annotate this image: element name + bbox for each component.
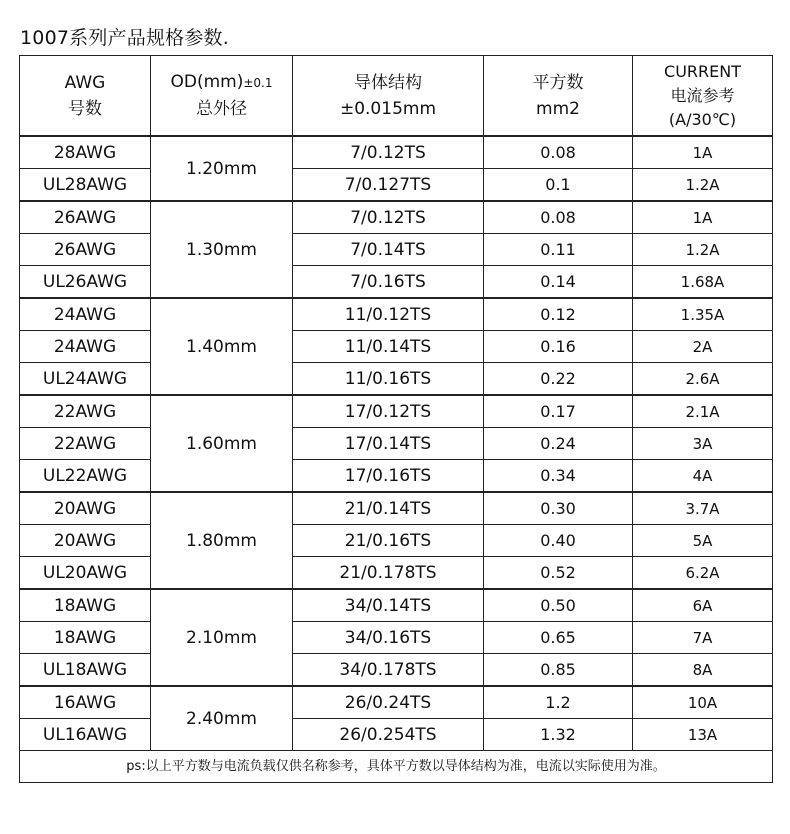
area-cell: 0.50 <box>484 589 633 622</box>
header-structure <box>293 56 484 137</box>
header-awg-line2: 号数 <box>68 98 102 119</box>
table-row <box>20 201 773 234</box>
awg-cell: UL16AWG <box>20 719 151 751</box>
awg-cell: UL28AWG <box>20 169 151 202</box>
table-row <box>20 589 773 622</box>
current-cell: 1.2A <box>633 169 773 202</box>
header-row <box>20 56 773 137</box>
header-od-line1 <box>151 69 292 96</box>
table-row <box>20 234 773 266</box>
area-cell: 0.34 <box>484 460 633 493</box>
table-row <box>20 428 773 460</box>
area-cell: 1.32 <box>484 719 633 751</box>
current-cell: 1.68A <box>633 266 773 299</box>
awg-cell: 24AWG <box>20 331 151 363</box>
area-cell: 0.52 <box>484 557 633 590</box>
area-cell: 0.14 <box>484 266 633 299</box>
area-cell: 0.17 <box>484 395 633 428</box>
header-awg-line1: AWG <box>64 72 106 93</box>
footnote: ps:以上平方数与电流负载仅供名称参考，具体平方数以导体结构为准，电流以实际使用为准。 <box>20 751 773 783</box>
area-cell: 0.24 <box>484 428 633 460</box>
od-cell: 1.60mm <box>151 395 293 492</box>
current-cell: 10A <box>633 686 773 719</box>
structure-cell: 17/0.16TS <box>293 460 484 493</box>
current-cell: 1.2A <box>633 234 773 266</box>
od-cell: 2.40mm <box>151 686 293 751</box>
structure-cell: 21/0.14TS <box>293 492 484 525</box>
page-title: 1007系列产品规格参数. <box>20 27 229 49</box>
current-cell: 4A <box>633 460 773 493</box>
awg-cell: 20AWG <box>20 492 151 525</box>
table-row <box>20 395 773 428</box>
current-cell: 1A <box>633 201 773 234</box>
od-cell: 2.10mm <box>151 589 293 686</box>
header-area <box>484 56 633 137</box>
spec-table <box>19 55 773 783</box>
table-row <box>20 525 773 557</box>
table-row <box>20 719 773 751</box>
current-cell: 2.6A <box>633 363 773 396</box>
area-cell: 0.12 <box>484 298 633 331</box>
current-cell: 2.1A <box>633 395 773 428</box>
header-od-line2: 总外径 <box>196 99 247 119</box>
table-row <box>20 169 773 202</box>
awg-cell: 22AWG <box>20 428 151 460</box>
table-row <box>20 136 773 169</box>
area-cell: 1.2 <box>484 686 633 719</box>
current-cell: 3.7A <box>633 492 773 525</box>
area-cell: 0.65 <box>484 622 633 654</box>
awg-cell: 18AWG <box>20 622 151 654</box>
structure-cell: 26/0.254TS <box>293 719 484 751</box>
area-cell: 0.40 <box>484 525 633 557</box>
table-row <box>20 492 773 525</box>
structure-cell: 7/0.127TS <box>293 169 484 202</box>
structure-cell: 7/0.16TS <box>293 266 484 299</box>
current-cell: 1A <box>633 136 773 169</box>
current-cell: 6A <box>633 589 773 622</box>
header-structure-line1: 导体结构 <box>354 72 422 93</box>
header-od-label: OD(mm) <box>170 72 244 92</box>
table-row <box>20 298 773 331</box>
awg-cell: UL18AWG <box>20 654 151 687</box>
structure-cell: 34/0.14TS <box>293 589 484 622</box>
current-cell: 3A <box>633 428 773 460</box>
structure-cell: 17/0.14TS <box>293 428 484 460</box>
area-cell: 0.85 <box>484 654 633 687</box>
table-row <box>20 363 773 396</box>
awg-cell: UL26AWG <box>20 266 151 299</box>
structure-cell: 34/0.16TS <box>293 622 484 654</box>
awg-cell: 26AWG <box>20 201 151 234</box>
current-cell: 1.35A <box>633 298 773 331</box>
current-cell: 2A <box>633 331 773 363</box>
current-cell: 8A <box>633 654 773 687</box>
current-cell: 5A <box>633 525 773 557</box>
current-cell: 7A <box>633 622 773 654</box>
table-row <box>20 331 773 363</box>
area-cell: 0.30 <box>484 492 633 525</box>
table-row <box>20 622 773 654</box>
awg-cell: 18AWG <box>20 589 151 622</box>
header-structure-line2: ±0.015mm <box>339 98 437 119</box>
table-row <box>20 266 773 299</box>
area-cell: 0.22 <box>484 363 633 396</box>
awg-cell: 20AWG <box>20 525 151 557</box>
awg-cell: 28AWG <box>20 136 151 169</box>
structure-cell: 11/0.14TS <box>293 331 484 363</box>
area-cell: 0.16 <box>484 331 633 363</box>
spec-table-body <box>20 136 773 751</box>
awg-cell: 26AWG <box>20 234 151 266</box>
area-cell: 0.11 <box>484 234 633 266</box>
structure-cell: 7/0.14TS <box>293 234 484 266</box>
awg-cell: UL22AWG <box>20 460 151 493</box>
header-current-line3: (A/30℃) <box>668 109 737 129</box>
header-od-tolerance: ±0.1 <box>243 76 273 90</box>
od-cell: 1.20mm <box>151 136 293 201</box>
footnote-row <box>20 751 773 783</box>
awg-cell: 24AWG <box>20 298 151 331</box>
table-row <box>20 557 773 590</box>
awg-cell: 16AWG <box>20 686 151 719</box>
structure-cell: 7/0.12TS <box>293 201 484 234</box>
awg-cell: UL24AWG <box>20 363 151 396</box>
table-row <box>20 460 773 493</box>
structure-cell: 21/0.16TS <box>293 525 484 557</box>
header-current-line1: CURRENT <box>664 61 741 81</box>
awg-cell: UL20AWG <box>20 557 151 590</box>
od-cell: 1.40mm <box>151 298 293 395</box>
header-area-line1: 平方数 <box>532 72 584 93</box>
od-cell: 1.30mm <box>151 201 293 298</box>
area-cell: 0.08 <box>484 201 633 234</box>
structure-cell: 34/0.178TS <box>293 654 484 687</box>
structure-cell: 26/0.24TS <box>293 686 484 719</box>
table-row <box>20 654 773 687</box>
header-area-line2: mm2 <box>536 98 580 119</box>
header-current <box>633 56 773 137</box>
table-row <box>20 686 773 719</box>
area-cell: 0.08 <box>484 136 633 169</box>
od-cell: 1.80mm <box>151 492 293 589</box>
structure-cell: 21/0.178TS <box>293 557 484 590</box>
header-awg <box>20 56 151 137</box>
structure-cell: 11/0.12TS <box>293 298 484 331</box>
area-cell: 0.1 <box>484 169 633 202</box>
awg-cell: 22AWG <box>20 395 151 428</box>
structure-cell: 7/0.12TS <box>293 136 484 169</box>
current-cell: 13A <box>633 719 773 751</box>
header-current-line2: 电流参考 <box>670 85 735 105</box>
header-od <box>151 56 293 137</box>
structure-cell: 11/0.16TS <box>293 363 484 396</box>
structure-cell: 17/0.12TS <box>293 395 484 428</box>
current-cell: 6.2A <box>633 557 773 590</box>
